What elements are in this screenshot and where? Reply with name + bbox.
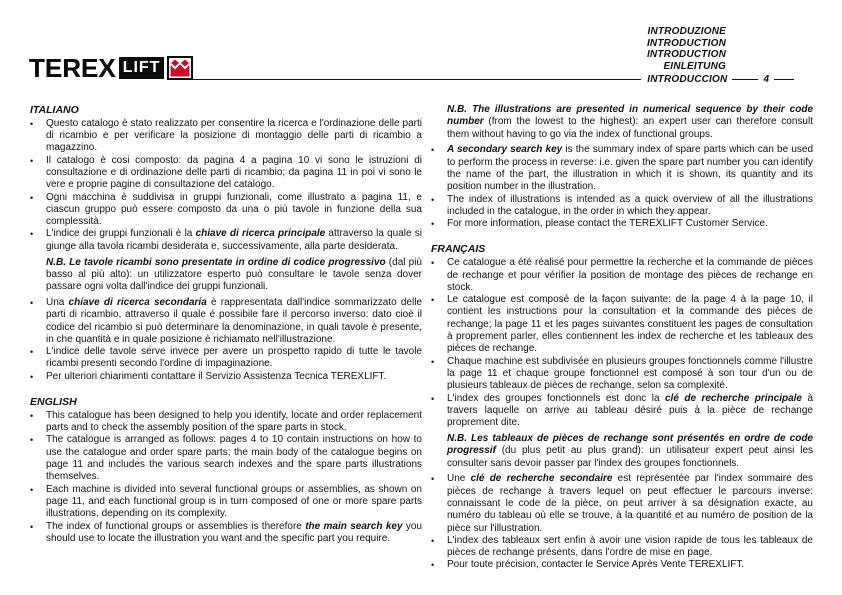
paragraph-text <box>46 297 422 346</box>
paragraph-text <box>447 104 813 141</box>
paragraph-text <box>447 194 813 219</box>
bullet-marker: • <box>30 410 34 421</box>
paragraph-text <box>447 218 813 230</box>
bullet-marker: • <box>431 356 435 367</box>
emphasis-text: clé de recherche principale <box>665 392 802 404</box>
text-run: The index of functional groups or assemblies is therefore <box>46 520 306 532</box>
bullet-marker: • <box>30 347 34 358</box>
bullet-item <box>431 393 813 430</box>
bullet-item <box>30 346 422 371</box>
bullet-marker: • <box>30 192 34 203</box>
text-run: Une <box>447 473 471 485</box>
text-run: The catalogue is arranged as follows: pages 4 to 10 contain instructions on how to use the catalogue and order spare parts; the main body of the catalogue begins on page 11 and includes the various search indexes and the spare parts illustrations themselves. <box>46 434 422 483</box>
emphasis-text: chiave di ricerca principale <box>195 228 326 240</box>
paragraph-text <box>447 294 813 355</box>
bullet-item <box>30 434 422 483</box>
bullet-marker: • <box>30 297 34 308</box>
title-german: EINLEITUNG <box>663 61 726 73</box>
page-number: 4 <box>763 73 769 85</box>
text-run: L'index des groupes fonctionnels est donc la <box>447 392 665 404</box>
emphasis-text: A secondary search key <box>447 144 563 156</box>
bullet-item <box>30 297 422 346</box>
bullet-marker: • <box>30 521 34 532</box>
emphasis-text: the main search key <box>305 520 403 532</box>
text-run: is the summary index of spare parts which can be used to perform the process in reverse: i.e. given the spare part number you can identify the name of the part, the illustration in which it is shown, its quantity and its position number in the illustration. <box>447 144 813 193</box>
bullet-marker: • <box>431 258 435 269</box>
bullet-marker: • <box>431 474 435 485</box>
bullet-item <box>431 194 813 219</box>
title-spanish: INTRODUCCION <box>647 73 728 85</box>
title-italian: INTRODUZIONE <box>647 26 726 37</box>
bullet-marker: • <box>30 229 34 240</box>
bullet-marker: • <box>431 194 435 205</box>
bullet-marker: • <box>30 371 34 382</box>
text-run: Una <box>46 296 69 308</box>
left-column <box>30 104 422 545</box>
bullet-marker: • <box>30 118 34 129</box>
paragraph-text <box>447 433 813 470</box>
bullet-marker: • <box>431 145 435 156</box>
header-rule-row <box>193 73 794 85</box>
terexlift-logo <box>29 53 193 83</box>
header-rule <box>193 79 641 80</box>
bullet-marker: • <box>431 535 435 546</box>
bullet-item <box>431 144 813 193</box>
text-run: Il catalogo è cosi composto: da pagina 4 a pagina 10 vi sono le istruzioni di consultazione e di ordinazione delle parti di ricambio; da pagina 11 in poi vi sono le vere e proprie pagine di consultazione del catalogo. <box>46 154 422 191</box>
bullet-marker: • <box>431 295 435 306</box>
paragraph-text <box>46 371 422 383</box>
text-run: (du plus petit au plus grand): un utilisateur expert peut ainsi les consulter sans devoir passer par l'index des groupes fonctionnels. <box>447 445 813 469</box>
text-run: (dal più basso al più alto): un utilizzatore esperto può consultare le tavole senza dover passare ogni volta dall'indice dei gruppi funzionali. <box>46 256 422 293</box>
bullet-item <box>30 155 422 192</box>
paragraph-text <box>447 473 813 534</box>
bullet-item <box>30 521 422 546</box>
bullet-item <box>431 356 813 393</box>
text-run: Pour toute précision, contacter le Service Après Vente TEREXLIFT. <box>447 559 745 571</box>
note-paragraph <box>431 104 813 141</box>
paragraph-text <box>46 257 422 294</box>
bullet-item <box>30 410 422 435</box>
paragraph-text <box>46 410 422 435</box>
page-header <box>193 26 794 85</box>
paragraph-text <box>447 257 813 294</box>
note-paragraph <box>431 433 813 470</box>
bullet-item <box>30 192 422 229</box>
section-heading: FRANÇAIS <box>431 243 486 256</box>
text-run: Chaque machine est subdivisée en plusieurs groupes fonctionnels comme l'illustre la page 11 et chaque groupe fonctionnel est composé à son tour d'un ou de plusieurs tableaux de pièces de rechange, selon sa complexité. <box>447 355 813 392</box>
text-run: L'index des tableaux sert enfin à avoir une vision rapide de tous les tableaux de pièces de rechange présents, dans l'ordre de mise en page. <box>447 534 813 559</box>
intro-titles <box>193 26 794 73</box>
bullet-item <box>431 294 813 355</box>
title-english: INTRODUCTION <box>646 37 726 49</box>
text-run: This catalogue has been designed to help you identify, locate and order replacement parts and to check the assembly position of the spare parts in stock. <box>46 409 422 434</box>
paragraph-text <box>46 228 422 253</box>
note-paragraph <box>30 257 422 294</box>
bullet-item <box>30 118 422 155</box>
text-run: à travers laquelle on arrive au tableau désiré puis à la pièce de rechange proprement dite. <box>447 392 814 429</box>
text-run: Ogni macchina è suddivisa in gruppi funzionali, come illustrato a pagina 11, e ciascun gruppo può essere composto da una o più tavole in funzione della sua complessità. <box>46 191 422 228</box>
text-run: you should use to locate the illustration you want and the specific part you require. <box>46 520 422 544</box>
paragraph-text <box>46 118 422 155</box>
text-run: Questo catalogo è stato realizzato per consentire la ricerca e l'ordinazione delle parti di ricambio e per verificare la posizione di montaggio delle parti di ricambio a magazzino. <box>46 117 422 154</box>
dash-rule-right <box>774 79 794 80</box>
paragraph-text <box>447 356 813 393</box>
bullet-item <box>431 559 813 571</box>
bullet-item <box>30 371 422 383</box>
text-run: Each machine is divided into several functional groups or assemblies, as shown on page 11, and each functional group is in turn composed of one or more spare parts illustrations, depending on its complexity. <box>46 483 422 520</box>
text-run: Le catalogue est composé de la façon suivante: de la page 4 à la page 10, il contient les instructions pour la consultation et la commande des pièces de rechange; la page 11 et les pages suivantes constituent les pages de consultation à proprement parler, elles contiennent les index de recherche et les tableaux des pièces de rechange. <box>447 294 813 355</box>
text-run: The index of illustrations is intended as a quick overview of all the illustrations included in the catalogue, in the order in which they appear. <box>447 193 813 217</box>
bullet-marker: • <box>30 435 34 446</box>
bullet-marker: • <box>431 560 435 571</box>
emphasis-text: N.B. Les tableaux de pièces de rechange sont présentés en ordre de code progressif <box>447 432 813 457</box>
bullet-item <box>431 257 813 294</box>
paragraph-text <box>46 192 422 229</box>
text-run: For more information, please contact the TEREXLIFT Customer Service. <box>447 218 768 230</box>
text-run: attraverso la quale si giunge alla tavola ricambi desiderata e, successivamente, alla parte desiderata. <box>46 228 422 252</box>
title-french: INTRODUCTION <box>646 49 726 61</box>
dash-rule-left <box>732 79 758 80</box>
right-column <box>431 104 813 572</box>
bullet-item <box>431 218 813 230</box>
bullet-item <box>30 484 422 521</box>
paragraph-text <box>46 434 422 483</box>
terex-wordmark: TEREX <box>29 53 116 83</box>
paragraph-text <box>447 144 813 193</box>
bullet-item <box>431 473 813 534</box>
emphasis-text: chiave di ricerca secondaria <box>68 296 207 308</box>
text-run: è rappresentata dall'indice sommarizzato delle parti di ricambio, attraverso il quale é possibile fare il percorso inverso: dato cioè il codice del ricambio si può determinare la denominazione, in quali tavole è presente, in che quantità e in quale posizione è richiamato nell'illustrazione. <box>46 296 423 345</box>
emphasis-text: clé de recherche secondaire <box>470 473 613 485</box>
bullet-marker: • <box>431 219 435 230</box>
emphasis-text: N.B. Le tavole ricambi sono presentate in ordine di codice progressivo <box>46 256 386 268</box>
paragraph-text <box>447 535 813 560</box>
paragraph-text <box>46 155 422 192</box>
paragraph-text <box>46 521 422 546</box>
text-run: Ce catalogue a été réalisé pour permettre la recherche et la commande de pièces de rechange et pour vérifier la position de montage des pièces de rechange en stock. <box>447 257 813 293</box>
bullet-marker: • <box>431 393 435 404</box>
bullet-marker: • <box>30 484 34 495</box>
text-run: L'indice delle tavole serve invece per avere un prospetto rapido di tutte le tavole ricambi presenti secondo l'ordine di impaginazione. <box>46 346 422 370</box>
paragraph-text <box>46 346 422 371</box>
bullet-item <box>431 535 813 560</box>
section-heading: ITALIANO <box>30 104 79 116</box>
emphasis-text: N.B. The illustrations are presented in numerical sequence by their code number <box>447 104 813 128</box>
bullet-item <box>30 228 422 253</box>
bullet-marker: • <box>30 155 34 166</box>
paragraph-text <box>447 559 813 571</box>
section-heading: ENGLISH <box>30 396 77 409</box>
paragraph-text <box>46 484 422 521</box>
text-run: est représentée par l'index sommaire des pièces de rechange à travers lequel on peut effectuer le parcours inverse: connaissant le code de la pièce, on peut arriver à sa désignation exacte, au numéro du tableau où elle se trouve, à la quantité et au numéro de position de la pièce sur l'illustration. <box>447 473 813 534</box>
text-run: Per ulteriori chiarimenti contattare il Servizio Assistenza Tecnica TEREXLIFT. <box>46 370 387 382</box>
text-run: (from the lowest to the highest): an expert user can therefore consult them without having to go via the index of functional groups. <box>447 116 813 140</box>
paragraph-text <box>447 393 813 430</box>
terex-crown-icon <box>167 56 193 80</box>
lift-wordmark: LIFT <box>119 57 165 79</box>
text-run: L'indice dei gruppi funzionali è la <box>46 228 196 240</box>
